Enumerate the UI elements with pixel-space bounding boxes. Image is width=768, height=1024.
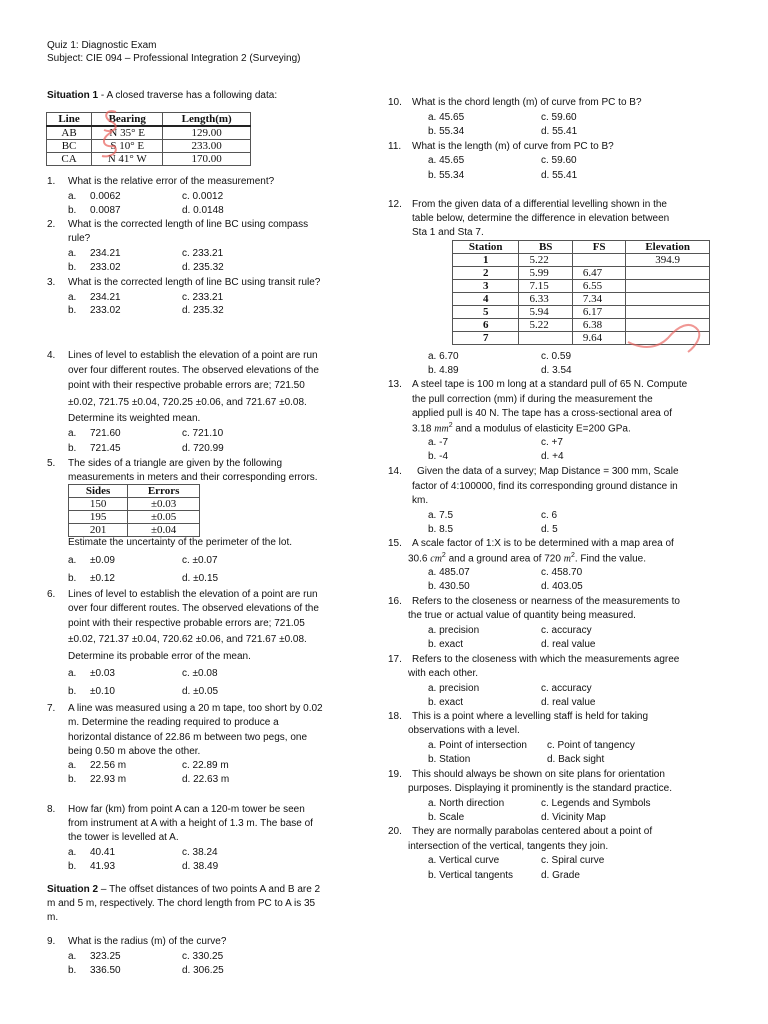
q7-option-d: d. 22.63 m (182, 774, 230, 785)
q11-text: What is the length (m) of curve from PC to B? (412, 141, 614, 152)
q1-option-a-letter: a. (68, 191, 77, 202)
q10-option-c: c. 59.60 (541, 112, 577, 123)
q12-text-line-1: From the given data of a differential levelling shown in the (412, 199, 667, 210)
header-length: Length(m) (163, 113, 251, 127)
q1-option-b-letter: b. (68, 205, 77, 216)
q15-text-line-2-end: . Find the value. (574, 553, 646, 565)
q4-option-a-letter: a. (68, 428, 77, 439)
situation-2 (47, 884, 320, 895)
cell-side: 195 (69, 511, 128, 524)
cell-fs: 6.55 (572, 280, 625, 293)
situation-1-text: - A closed traverse has a following data: (98, 90, 278, 101)
q14-option-a: a. 7.5 (428, 510, 454, 521)
q20-text-line-1: They are normally parabolas centered about a point of (412, 826, 653, 837)
header-errors: Errors (128, 485, 200, 498)
q12-option-c: c. 0.59 (541, 351, 572, 362)
cell-bs: 5.22 (519, 254, 572, 267)
q20-option-b: b. Vertical tangents (428, 870, 514, 881)
cell-bs (519, 332, 572, 345)
q15-text-line-2-middle: and a ground area of 720 (445, 553, 564, 565)
table-row (47, 153, 251, 166)
cell-length: 129.00 (163, 126, 251, 140)
q4-number: 4. (47, 350, 56, 361)
q15-option-a: a. 485.07 (428, 567, 470, 578)
q5-option-c: c. ±0.07 (182, 555, 218, 566)
q12-option-a: a. 6.70 (428, 351, 459, 362)
table-row (69, 511, 200, 524)
cell-bs: 5.94 (519, 306, 572, 319)
q8-option-a: 40.41 (90, 847, 116, 858)
q8-option-b-letter: b. (68, 861, 77, 872)
q5-number: 5. (47, 458, 56, 469)
q13-number: 13. (388, 379, 402, 390)
q16-option-a: a. precision (428, 625, 480, 636)
q6-text-line-3: point with their respective probable errors are; 721.05 (68, 618, 305, 629)
q1-option-b: 0.0087 (90, 205, 121, 216)
q5-option-a: ±0.09 (90, 555, 115, 566)
q13-text-line-2: the pull correction (mm) if during the measurement the (412, 394, 653, 405)
q2-option-d: d. 235.32 (182, 262, 224, 273)
situation-1 (47, 90, 277, 101)
q17-text-line-2: with each other. (408, 668, 479, 679)
cell-line: BC (47, 140, 92, 153)
q7-number: 7. (47, 703, 56, 714)
q15-number: 15. (388, 538, 402, 549)
q8-option-c: c. 38.24 (182, 847, 218, 858)
q10-option-a: a. 45.65 (428, 112, 465, 123)
q11-option-a: a. 45.65 (428, 155, 465, 166)
q18-text-line-2: observations with a level. (408, 725, 520, 736)
q5-text-line-3: Estimate the uncertainty of the perimeter of the lot. (68, 537, 293, 548)
q8-text-line-2: from instrument at A with a height of 1.3 m. The base of (68, 818, 313, 829)
q7-text-line-3: horizontal distance of 22.86 m between two pegs, one (68, 732, 308, 743)
situation-2-text-line-3: m. (47, 912, 59, 923)
q13-text-line-3: applied pull is 40 N. The tape has a cross-sectional area of (412, 408, 672, 419)
cell-elevation (626, 319, 710, 332)
q13-area-value: 3.18 (412, 423, 435, 435)
q13-option-d: d. +4 (541, 451, 564, 462)
table-row (453, 293, 710, 306)
q14-text-line-1: Given the data of a survey; Map Distance = 300 mm, Scale (417, 466, 679, 477)
q6-option-b: ±0.10 (90, 686, 115, 697)
cell-station: 5 (453, 306, 519, 319)
q11-number: 11. (388, 141, 402, 152)
situation-1-label: Situation 1 (47, 90, 99, 101)
table-row (453, 306, 710, 319)
q4-option-b: 721.45 (90, 443, 121, 454)
q14-option-d: d. 5 (541, 524, 558, 535)
q2-option-a: 234.21 (90, 248, 121, 259)
q14-number: 14. (388, 466, 402, 477)
q12-option-d: d. 3.54 (541, 365, 572, 376)
q4-text-line-4: ±0.02, 721.75 ±0.04, 720.25 ±0.06, and 721.67 ±0.08. (68, 397, 307, 408)
levelling-table (452, 240, 710, 345)
q10-option-b: b. 55.34 (428, 126, 465, 137)
q19-text-line-1: This should always be shown on site plans for orientation (412, 769, 665, 780)
q19-option-c: c. Legends and Symbols (541, 798, 651, 809)
q15-text-line-1: A scale factor of 1:X is to be determined with a map area of (412, 538, 674, 549)
q20-option-a: a. Vertical curve (428, 855, 500, 866)
traverse-header-row (47, 113, 251, 127)
cell-side: 150 (69, 498, 128, 511)
cell-error: ±0.05 (128, 511, 200, 524)
q16-option-c: c. accuracy (541, 625, 592, 636)
q18-option-b: b. Station (428, 754, 471, 765)
header-fs: FS (572, 241, 625, 254)
q11-option-b: b. 55.34 (428, 170, 465, 181)
q13-text-line-4 (412, 422, 631, 434)
q8-option-a-letter: a. (68, 847, 77, 858)
q14-option-c: c. 6 (541, 510, 558, 521)
q5-option-d: d. ±0.15 (182, 573, 219, 584)
q7-text-line-4: being 0.50 m above the other. (68, 746, 201, 757)
cell-station: 7 (453, 332, 519, 345)
q7-text-line-1: A line was measured using a 20 m tape, too short by 0.02 (68, 703, 323, 714)
situation-2-text-line-1: – The offset distances of two points A and B are 2 (98, 884, 321, 895)
table-row (453, 254, 710, 267)
q16-text-line-2: the true or actual value of quantity being measured. (408, 610, 636, 621)
header-bearing: Bearing (92, 113, 163, 127)
q6-text-line-2: over four different routes. The observed elevations of the (68, 603, 319, 614)
q18-text-line-1: This is a point where a levelling staff is held for taking (412, 711, 649, 722)
q4-option-b-letter: b. (68, 443, 77, 454)
q2-option-b-letter: b. (68, 262, 77, 273)
q7-option-a: 22.56 m (90, 760, 127, 771)
header-line: Line (47, 113, 92, 127)
q14-option-b: b. 8.5 (428, 524, 454, 535)
q19-option-a: a. North direction (428, 798, 505, 809)
q1-text: What is the relative error of the measurement? (68, 176, 275, 187)
q9-text: What is the radius (m) of the curve? (68, 936, 227, 947)
q19-number: 19. (388, 769, 402, 780)
q5-option-a-letter: a. (68, 555, 77, 566)
q16-number: 16. (388, 596, 402, 607)
q13-text-line-4-rest: and a modulus of elasticity E=200 GPa. (452, 423, 631, 435)
header-station: Station (453, 241, 519, 254)
q2-option-b: 233.02 (90, 262, 121, 273)
q8-number: 8. (47, 804, 56, 815)
q15-map-area-unit: cm (430, 553, 442, 565)
table-row (453, 280, 710, 293)
q11-option-d: d. 55.41 (541, 170, 578, 181)
cell-elevation: 394.9 (626, 254, 710, 267)
q4-text-line-2: over four different routes. The observed elevations of the (68, 365, 319, 376)
q14-text-line-2: factor of 4:100000, find its corresponding ground distance in (412, 481, 678, 492)
exam-subject: Subject: CIE 094 – Professional Integration 2 (Surveying) (47, 53, 301, 64)
cell-bearing: N 35° E (92, 126, 163, 140)
cell-fs: 7.34 (572, 293, 625, 306)
traverse-table (46, 112, 251, 166)
cell-line: AB (47, 126, 92, 140)
q7-option-b-letter: b. (68, 774, 77, 785)
q9-number: 9. (47, 936, 56, 947)
header-sides: Sides (69, 485, 128, 498)
cell-error: ±0.03 (128, 498, 200, 511)
q6-option-b-letter: b. (68, 686, 77, 697)
q3-option-c: c. 233.21 (182, 292, 224, 303)
exam-title: Quiz 1: Diagnostic Exam (47, 40, 157, 51)
q10-text: What is the chord length (m) of curve from PC to B? (412, 97, 642, 108)
q17-text-line-1: Refers to the closeness with which the measurements agree (412, 654, 680, 665)
q18-option-a: a. Point of intersection (428, 740, 527, 751)
q7-option-c: c. 22.89 m (182, 760, 229, 771)
q17-option-d: d. real value (541, 697, 596, 708)
q3-option-d: d. 235.32 (182, 305, 224, 316)
q15-map-area-value: 30.6 (408, 553, 431, 565)
q12-text-line-2: table below, determine the difference in elevation between (412, 213, 670, 224)
q5-text-line-1: The sides of a triangle are given by the following (68, 458, 283, 469)
sides-header-row (69, 485, 200, 498)
q15-map-area-exponent: 2 (441, 552, 446, 559)
q2-option-c: c. 233.21 (182, 248, 224, 259)
q7-option-a-letter: a. (68, 760, 77, 771)
q6-option-c: c. ±0.08 (182, 668, 218, 679)
q9-option-c: c. 330.25 (182, 951, 224, 962)
cell-bs: 5.22 (519, 319, 572, 332)
q16-text-line-1: Refers to the closeness or nearness of the measurements to (412, 596, 680, 607)
q3-text: What is the corrected length of line BC using transit rule? (68, 277, 321, 288)
cell-bs: 6.33 (519, 293, 572, 306)
q3-option-a-letter: a. (68, 292, 77, 303)
situation-2-label: Situation 2 (47, 884, 99, 895)
table-row (69, 498, 200, 511)
q10-option-d: d. 55.41 (541, 126, 578, 137)
q5-option-b-letter: b. (68, 573, 77, 584)
q9-option-b-letter: b. (68, 965, 77, 976)
q2-option-a-letter: a. (68, 248, 77, 259)
cell-bearing: S 10° E (92, 140, 163, 153)
q6-text-line-4: ±0.02, 721.37 ±0.04, 720.62 ±0.06, and 721.67 ±0.08. (68, 634, 307, 645)
q2-number: 2. (47, 219, 56, 230)
q17-number: 17. (388, 654, 402, 665)
table-row (47, 140, 251, 153)
q8-text-line-3: the tower is levelled at A. (68, 832, 179, 843)
q15-ground-area-exponent: 2 (570, 552, 575, 559)
cell-fs: 6.38 (572, 319, 625, 332)
q3-option-b: 233.02 (90, 305, 121, 316)
levelling-header-row (453, 241, 710, 254)
q5-option-b: ±0.12 (90, 573, 115, 584)
q15-ground-area-unit: m (563, 553, 571, 565)
cell-elevation (626, 293, 710, 306)
q1-option-d: d. 0.0148 (182, 205, 224, 216)
cell-fs: 9.64 (572, 332, 625, 345)
q5-text-line-2: measurements in meters and their corresponding errors. (68, 472, 318, 483)
q19-text-line-2: purposes. Displaying it prominently is the standard practice. (408, 783, 673, 794)
cell-station: 1 (453, 254, 519, 267)
q19-option-d: d. Vicinity Map (541, 812, 606, 823)
q20-number: 20. (388, 826, 402, 837)
cell-fs: 6.17 (572, 306, 625, 319)
q4-option-a: 721.60 (90, 428, 121, 439)
cell-elevation (626, 332, 710, 345)
cell-station: 4 (453, 293, 519, 306)
q14-text-line-3: km. (412, 495, 429, 506)
cell-station: 6 (453, 319, 519, 332)
q9-option-d: d. 306.25 (182, 965, 224, 976)
q8-option-d: d. 38.49 (182, 861, 219, 872)
q20-text-line-2: intersection of the vertical, tangents they join. (408, 841, 609, 852)
q9-option-a-letter: a. (68, 951, 77, 962)
q4-option-d: d. 720.99 (182, 443, 224, 454)
q12-option-b: b. 4.89 (428, 365, 459, 376)
header-elevation: Elevation (626, 241, 710, 254)
cell-station: 2 (453, 267, 519, 280)
q8-option-b: 41.93 (90, 861, 116, 872)
q13-text-line-1: A steel tape is 100 m long at a standard pull of 65 N. Compute (412, 379, 688, 390)
q9-option-b: 336.50 (90, 965, 121, 976)
q1-number: 1. (47, 176, 56, 187)
q15-text-line-2 (408, 552, 646, 564)
q1-option-a: 0.0062 (90, 191, 121, 202)
q15-option-c: c. 458.70 (541, 567, 583, 578)
q7-option-b: 22.93 m (90, 774, 127, 785)
q10-number: 10. (388, 97, 402, 108)
q13-option-b: b. -4 (428, 451, 449, 462)
q15-option-b: b. 430.50 (428, 581, 470, 592)
situation-2-text-line-2: m and 5 m, respectively. The chord length from PC to A is 35 (47, 898, 316, 909)
q17-option-b: b. exact (428, 697, 464, 708)
q4-text-line-5: Determine its weighted mean. (68, 413, 201, 424)
cell-length: 233.00 (163, 140, 251, 153)
q12-number: 12. (388, 199, 402, 210)
q2-text-line-2: rule? (68, 233, 91, 244)
q16-option-d: d. real value (541, 639, 596, 650)
q13-option-a: a. -7 (428, 437, 449, 448)
cell-bearing: N 41° W (92, 153, 163, 166)
cell-line: CA (47, 153, 92, 166)
table-row (47, 126, 251, 140)
q20-option-d: d. Grade (541, 870, 580, 881)
cell-bs: 5.99 (519, 267, 572, 280)
q13-option-c: c. +7 (541, 437, 563, 448)
cell-fs: 6.47 (572, 267, 625, 280)
cell-error: ±0.04 (128, 524, 200, 537)
q2-text-line-1: What is the corrected length of line BC using compass (68, 219, 309, 230)
q3-option-a: 234.21 (90, 292, 121, 303)
cell-side: 201 (69, 524, 128, 537)
q4-text-line-3: point with their respective probable errors are; 721.50 (68, 380, 305, 391)
q12-text-line-3: Sta 1 and Sta 7. (412, 227, 484, 238)
q7-text-line-2: m. Determine the reading required to produce a (68, 717, 279, 728)
q20-option-c: c. Spiral curve (541, 855, 605, 866)
q18-option-c: c. Point of tangency (547, 740, 635, 751)
cell-station: 3 (453, 280, 519, 293)
q6-option-a-letter: a. (68, 668, 77, 679)
cell-elevation (626, 267, 710, 280)
q8-text-line-1: How far (km) from point A can a 120-m tower be seen (68, 804, 305, 815)
q17-option-a: a. precision (428, 683, 480, 694)
q3-option-b-letter: b. (68, 305, 77, 316)
cell-length: 170.00 (163, 153, 251, 166)
q13-area-exponent: 2 (448, 422, 453, 429)
table-row (453, 332, 710, 345)
cell-fs (572, 254, 625, 267)
q6-option-d: d. ±0.05 (182, 686, 219, 697)
q11-option-c: c. 59.60 (541, 155, 577, 166)
q6-option-a: ±0.03 (90, 668, 115, 679)
q17-option-c: c. accuracy (541, 683, 592, 694)
header-bs: BS (519, 241, 572, 254)
q4-option-c: c. 721.10 (182, 428, 224, 439)
q6-text-line-1: Lines of level to establish the elevation of a point are run (68, 589, 318, 600)
cell-bs: 7.15 (519, 280, 572, 293)
table-row (69, 524, 200, 537)
q18-number: 18. (388, 711, 402, 722)
q6-text-line-5: Determine its probable error of the mean. (68, 651, 251, 662)
q19-option-b: b. Scale (428, 812, 465, 823)
table-row (453, 319, 710, 332)
table-row (453, 267, 710, 280)
q18-option-d: d. Back sight (547, 754, 605, 765)
q1-option-c: c. 0.0012 (182, 191, 224, 202)
q16-option-b: b. exact (428, 639, 464, 650)
sides-errors-table (68, 484, 200, 537)
question-1 (47, 176, 55, 187)
q3-number: 3. (47, 277, 56, 288)
q15-option-d: d. 403.05 (541, 581, 583, 592)
q13-area-unit: mm (434, 423, 449, 435)
q9-option-a: 323.25 (90, 951, 121, 962)
cell-elevation (626, 280, 710, 293)
q6-number: 6. (47, 589, 56, 600)
q4-text-line-1: Lines of level to establish the elevation of a point are run (68, 350, 318, 361)
cell-elevation (626, 306, 710, 319)
